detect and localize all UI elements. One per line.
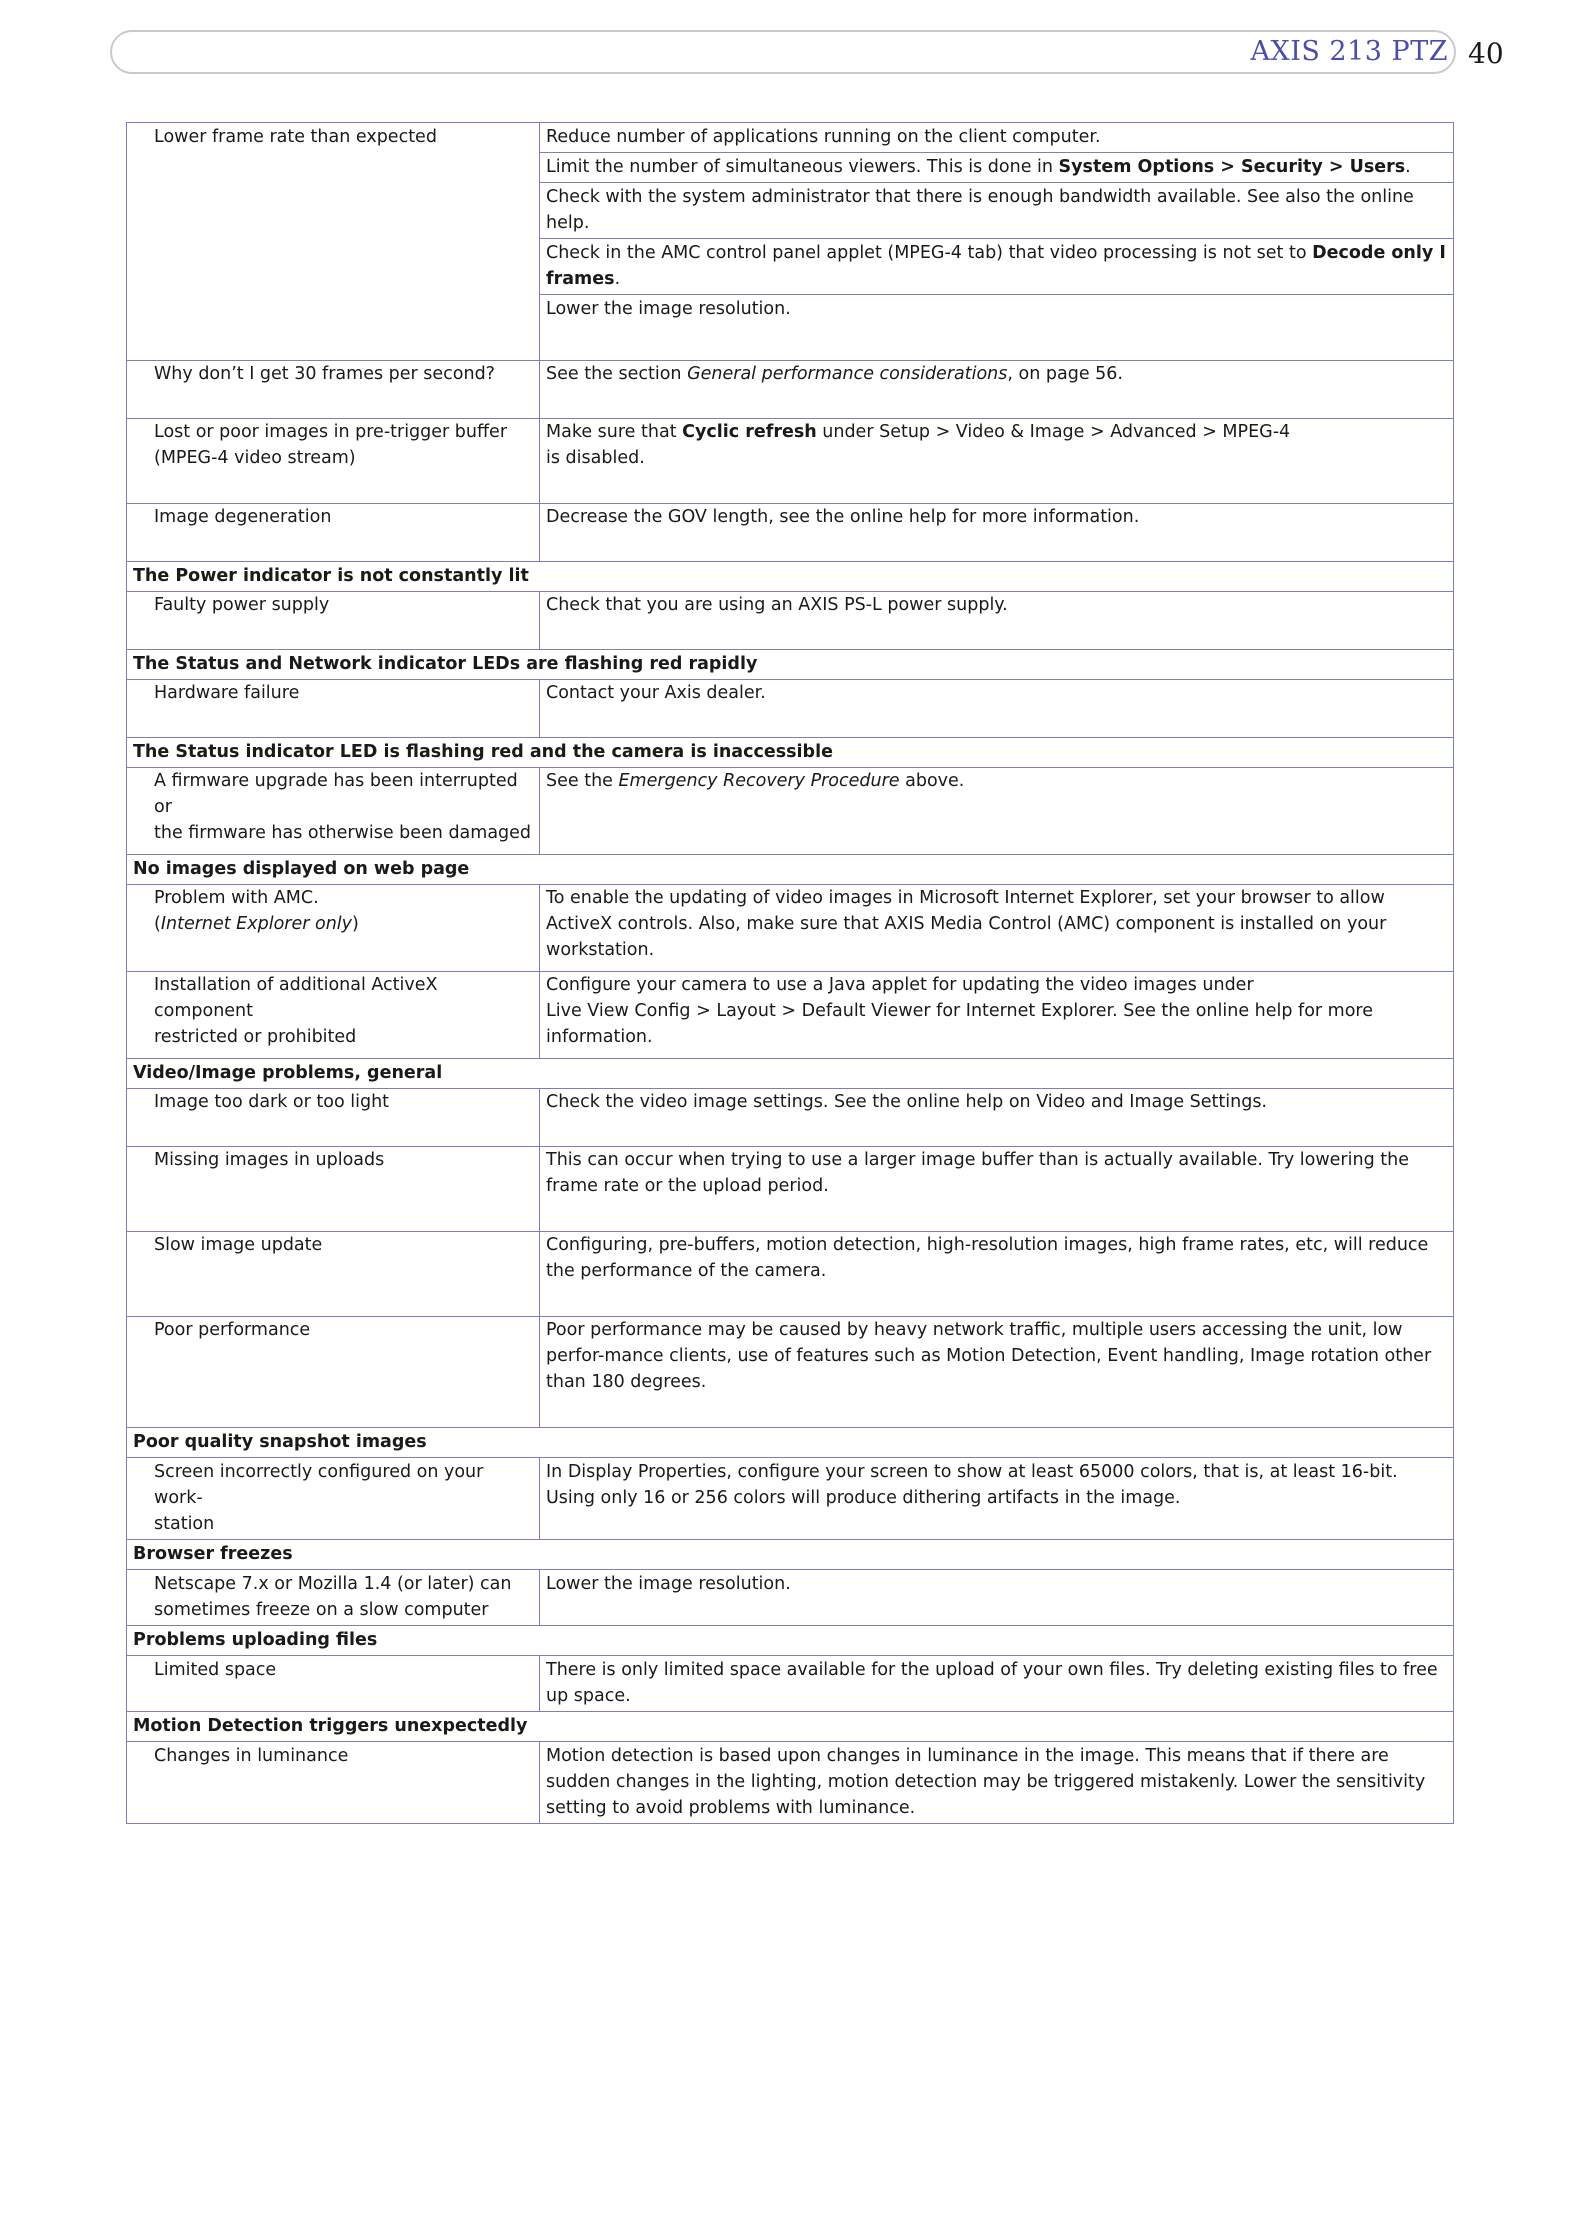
section-heading: Browser freezes [127, 1540, 1454, 1570]
problem-cell [127, 592, 540, 650]
table-row [127, 1656, 1454, 1712]
problem-text: Changes in luminance [154, 1746, 349, 1766]
solution-text: above. [899, 771, 965, 791]
table-row [127, 1317, 1454, 1428]
section-heading: Video/Image problems, general [127, 1059, 1454, 1089]
table-row [127, 1570, 1454, 1626]
problem-text: ) [352, 914, 359, 934]
table-row [127, 123, 1454, 153]
section-row [127, 1540, 1454, 1570]
problem-cell [127, 1147, 540, 1232]
problem-cell [127, 1570, 540, 1626]
section-row [127, 855, 1454, 885]
problem-text: Missing images in uploads [154, 1150, 385, 1170]
problem-text: Image too dark or too light [154, 1092, 390, 1112]
page-number: 40 [1468, 37, 1504, 70]
product-name: AXIS 213 PTZ [1250, 36, 1448, 67]
problem-cell [127, 972, 540, 1059]
solution-cell [540, 592, 1454, 650]
problem-cell [127, 361, 540, 419]
solution-text: See the [546, 771, 619, 791]
problem-cell [127, 885, 540, 972]
problem-text: Lower frame rate than expected [154, 127, 437, 147]
section-row [127, 650, 1454, 680]
problem-text: Slow image update [154, 1235, 323, 1255]
table-row [127, 504, 1454, 562]
section-heading: The Power indicator is not constantly lit [127, 562, 1454, 592]
section-heading: No images displayed on web page [127, 855, 1454, 885]
solution-text: Live View Config > Layout > Default Viewer for Internet Explorer. See the online help for more information. [546, 1001, 1373, 1047]
problem-cell [127, 1458, 540, 1540]
solution-text: There is only limited space available for the upload of your own files. Try deleting existing files to free up space. [546, 1660, 1438, 1706]
section-row [127, 562, 1454, 592]
solution-cell [540, 295, 1454, 361]
solution-text: under Setup > Video & Image > Advanced > MPEG-4 [816, 422, 1291, 442]
solution-text: Lower the image resolution. [546, 1574, 791, 1594]
table-row [127, 885, 1454, 972]
problem-text: Why don’t I get 30 frames per second? [154, 364, 495, 384]
table-row [127, 1232, 1454, 1317]
problem-text: Lost or poor images in pre-trigger buffer [154, 422, 508, 442]
section-reference: Emergency Recovery Procedure [618, 771, 900, 791]
problem-cell [127, 680, 540, 738]
solution-text: See the section [546, 364, 688, 384]
solution-text: . [1405, 157, 1411, 177]
section-heading: The Status indicator LED is flashing red and the camera is inaccessible [127, 738, 1454, 768]
table-row [127, 680, 1454, 738]
solution-text: Configuring, pre-buffers, motion detection, high-resolution images, high frame rates, etc, will reduce the performance of the camera. [546, 1235, 1429, 1281]
solution-text: Check in the AMC control panel applet (MPEG-4 tab) that video processing is not set to [546, 243, 1313, 263]
problem-text: (MPEG-4 video stream) [154, 448, 356, 468]
solution-cell [540, 504, 1454, 562]
solution-cell [540, 153, 1454, 183]
solution-cell [540, 1656, 1454, 1712]
section-row [127, 1059, 1454, 1089]
problem-text: Hardware failure [154, 683, 300, 703]
problem-text: restricted or prohibited [154, 1027, 357, 1047]
problem-cell [127, 419, 540, 504]
problem-text: A firmware upgrade has been interrupted or [154, 771, 518, 817]
section-row [127, 1712, 1454, 1742]
problem-text: ( [154, 914, 161, 934]
troubleshooting-table [126, 122, 1454, 1824]
solution-cell [540, 1317, 1454, 1428]
problem-text: Limited space [154, 1660, 277, 1680]
solution-text: Contact your Axis dealer. [546, 683, 766, 703]
solution-cell [540, 361, 1454, 419]
solution-cell [540, 1458, 1454, 1540]
solution-cell [540, 680, 1454, 738]
table-row [127, 592, 1454, 650]
solution-cell [540, 183, 1454, 239]
solution-cell [540, 1742, 1454, 1824]
problem-text: sometimes freeze on a slow computer [154, 1600, 489, 1620]
section-heading: Problems uploading files [127, 1626, 1454, 1656]
solution-text: Lower the image resolution. [546, 299, 791, 319]
problem-cell [127, 1232, 540, 1317]
section-heading: Poor quality snapshot images [127, 1428, 1454, 1458]
table-row [127, 768, 1454, 855]
solution-text: Check with the system administrator that there is enough bandwidth available. See also the online help. [546, 187, 1414, 233]
table-row [127, 972, 1454, 1059]
table-row [127, 419, 1454, 504]
solution-cell [540, 1089, 1454, 1147]
solution-text: Check the video image settings. See the online help on Video and Image Settings. [546, 1092, 1267, 1112]
setting-name: Decode only I frames [546, 243, 1446, 289]
solution-text: Make sure that [546, 422, 683, 442]
problem-cell [127, 1089, 540, 1147]
problem-text: Poor performance [154, 1320, 311, 1340]
section-reference: General performance considerations [687, 364, 1008, 384]
section-row [127, 1428, 1454, 1458]
table-row [127, 361, 1454, 419]
solution-text: This can occur when trying to use a larger image buffer than is actually available. Try lowering the frame rate or the upload period. [546, 1150, 1409, 1196]
section-row [127, 1626, 1454, 1656]
problem-text: Internet Explorer only [160, 914, 353, 934]
problem-text: Problem with AMC. [154, 888, 319, 908]
solution-cell [540, 1570, 1454, 1626]
solution-cell [540, 1232, 1454, 1317]
problem-text: Installation of additional ActiveX component [154, 975, 438, 1021]
problem-text: the firmware has otherwise been damaged [154, 823, 532, 843]
solution-text: Poor performance may be caused by heavy network traffic, multiple users accessing the unit, low perfor-mance clients, use of features such as Motion Detection, Event handling, Image rotation other than 180 degrees. [546, 1320, 1432, 1392]
solution-text: Decrease the GOV length, see the online help for more information. [546, 507, 1140, 527]
section-row [127, 738, 1454, 768]
solution-cell [540, 239, 1454, 295]
problem-cell [127, 1656, 540, 1712]
problem-cell [127, 1742, 540, 1824]
solution-cell [540, 972, 1454, 1059]
problem-text [154, 911, 533, 937]
problem-text: Image degeneration [154, 507, 332, 527]
problem-cell [127, 768, 540, 855]
section-heading: Motion Detection triggers unexpectedly [127, 1712, 1454, 1742]
table-row [127, 1742, 1454, 1824]
solution-text: In Display Properties, configure your screen to show at least 65000 colors, that is, at least 16-bit. Using only 16 or 256 colors will produce dithering artifacts in the image. [546, 1462, 1398, 1508]
solution-text: Configure your camera to use a Java applet for updating the video images under [546, 975, 1254, 995]
problem-cell [127, 1317, 540, 1428]
solution-text: Reduce number of applications running on the client computer. [546, 127, 1101, 147]
solution-cell [540, 123, 1454, 153]
solution-text: To enable the updating of video images in Microsoft Internet Explorer, set your browser to allow ActiveX controls. Also, make sure that AXIS Media Control (AMC) component is installed on your workstation. [546, 888, 1387, 960]
solution-cell [540, 885, 1454, 972]
solution-text: Limit the number of simultaneous viewers. This is done in [546, 157, 1059, 177]
solution-text: Check that you are using an AXIS PS-L power supply. [546, 595, 1008, 615]
solution-text: is disabled. [546, 448, 645, 468]
problem-cell [127, 504, 540, 562]
problem-text: station [154, 1514, 215, 1534]
section-heading: The Status and Network indicator LEDs are flashing red rapidly [127, 650, 1454, 680]
problem-text: Faulty power supply [154, 595, 330, 615]
solution-text: . [614, 269, 621, 289]
solution-cell [540, 768, 1454, 855]
solution-cell [540, 1147, 1454, 1232]
problem-text: Netscape 7.x or Mozilla 1.4 (or later) can [154, 1574, 512, 1594]
setting-name: Cyclic refresh [682, 422, 817, 442]
problem-text: Screen incorrectly configured on your work- [154, 1462, 484, 1508]
problem-cell [127, 123, 540, 361]
solution-text: , on page 56. [1007, 364, 1123, 384]
menu-path: System Options > Security > Users [1058, 157, 1406, 177]
solution-text: Motion detection is based upon changes in luminance in the image. This means that if there are sudden changes in the lighting, motion detection may be triggered mistakenly. Lower the sensitivity setting to avoid problems with luminance. [546, 1746, 1426, 1818]
solution-cell [540, 419, 1454, 504]
table-row [127, 1147, 1454, 1232]
table-row [127, 1089, 1454, 1147]
table-row [127, 1458, 1454, 1540]
